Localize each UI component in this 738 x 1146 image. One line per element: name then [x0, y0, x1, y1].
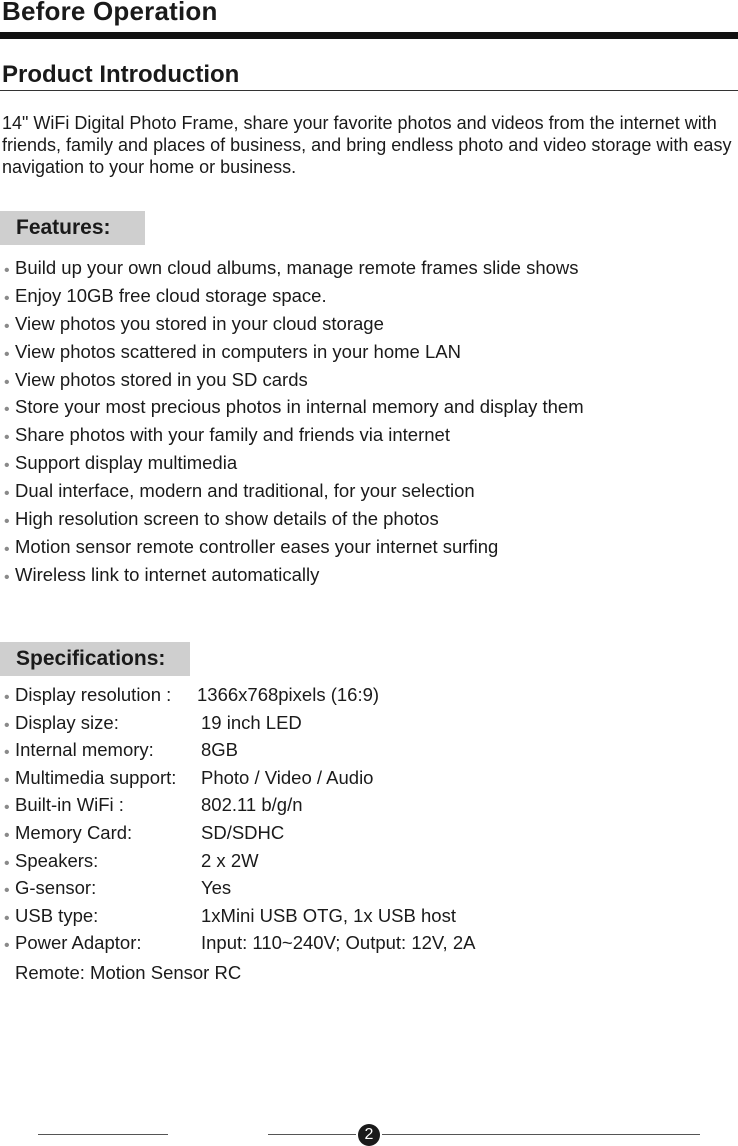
spec-label: Built-in WiFi :: [15, 794, 124, 816]
feature-item: • View photos you stored in your cloud storage: [4, 313, 584, 341]
remote-spec: Remote: Motion Sensor RC: [15, 962, 242, 983]
bullet-icon: •: [4, 689, 10, 706]
spec-item: [4, 877, 475, 905]
feature-item: • Motion sensor remote controller eases your internet surfing: [4, 536, 584, 564]
feature-item: • View photos stored in you SD cards: [4, 369, 584, 397]
bullet-icon: •: [4, 854, 10, 872]
bullet-icon: •: [4, 882, 10, 900]
bullet-icon: •: [4, 373, 10, 391]
spec-value: 1366x768pixels (16:9): [197, 684, 380, 705]
bullet-icon: •: [4, 540, 10, 558]
feature-item: • Store your most precious photos in internal memory and display them: [4, 396, 584, 424]
bullet-icon: •: [4, 401, 10, 419]
bullet-icon: •: [4, 909, 10, 927]
spec-label: Internal memory:: [15, 739, 154, 761]
page-number: 2: [358, 1124, 380, 1146]
title-divider: [0, 32, 738, 39]
features-list: [4, 257, 584, 592]
footer-line-left: [38, 1134, 168, 1135]
feature-item: • Wireless link to internet automatically: [4, 564, 584, 592]
feature-item: • Support display multimedia: [4, 452, 584, 480]
spec-value: 802.11 b/g/n: [201, 794, 303, 816]
section-heading: Product Introduction: [2, 61, 240, 88]
bullet-icon: •: [4, 345, 10, 363]
bullet-icon: •: [4, 568, 10, 586]
bullet-icon: •: [4, 485, 10, 503]
feature-item: • Dual interface, modern and traditional, for your selection: [4, 480, 584, 508]
product-intro: 14" WiFi Digital Photo Frame, share your favorite photos and videos from the internet with friends, family and places of business, and bring endless photo and video storage with easy navigation to your home or business.: [2, 113, 732, 177]
spec-label: Display resolution :: [15, 684, 172, 705]
spec-item: [4, 905, 475, 933]
spec-label: Multimedia support:: [15, 766, 177, 788]
spec-item: [4, 684, 475, 712]
bullet-icon: •: [4, 317, 10, 335]
spec-item: [4, 932, 475, 960]
spec-item: [4, 739, 475, 767]
spec-value: SD/SDHC: [201, 821, 285, 843]
spec-label: Power Adaptor:: [15, 932, 142, 954]
bullet-icon: •: [4, 262, 10, 279]
bullet-icon: •: [4, 799, 10, 817]
bullet-icon: •: [4, 289, 10, 307]
bullet-icon: •: [4, 513, 10, 531]
bullet-icon: •: [4, 429, 10, 447]
spec-value: Yes: [201, 877, 232, 899]
spec-value: Photo / Video / Audio: [201, 766, 374, 788]
feature-item: • Enjoy 10GB free cloud storage space.: [4, 285, 584, 313]
spec-label: G-sensor:: [15, 877, 97, 899]
spec-item: [4, 712, 475, 740]
footer-line-mid: [268, 1134, 356, 1135]
spec-value: 19 inch LED: [201, 711, 302, 733]
specifications-list: [4, 684, 475, 960]
feature-item: • View photos scattered in computers in your home LAN: [4, 341, 584, 369]
spec-value: 8GB: [201, 739, 239, 761]
bullet-icon: •: [4, 937, 10, 955]
spec-item: [4, 822, 475, 850]
features-heading: Features:: [0, 211, 145, 245]
page-title: Before Operation: [2, 0, 218, 26]
section-divider: [0, 90, 738, 91]
spec-value: 1xMini USB OTG, 1x USB host: [201, 904, 456, 926]
feature-item: • Share photos with your family and friends via internet: [4, 424, 584, 452]
spec-label: Speakers:: [15, 849, 99, 871]
feature-item: • High resolution screen to show details of the photos: [4, 508, 584, 536]
spec-value: Input: 110~240V; Output: 12V, 2A: [201, 932, 476, 954]
specifications-heading: Specifications:: [0, 642, 190, 676]
spec-item: [4, 767, 475, 795]
bullet-icon: •: [4, 744, 10, 762]
spec-label: Memory Card:: [15, 821, 133, 843]
bullet-icon: •: [4, 457, 10, 475]
footer-line-right: [382, 1134, 700, 1135]
bullet-icon: •: [4, 771, 10, 789]
spec-label: Display size:: [15, 711, 119, 733]
spec-value: 2 x 2W: [201, 849, 259, 871]
spec-item: [4, 794, 475, 822]
feature-item: • Build up your own cloud albums, manage remote frames slide shows: [4, 257, 584, 285]
spec-item: [4, 850, 475, 878]
spec-label: USB type:: [15, 904, 99, 926]
bullet-icon: •: [4, 716, 10, 734]
bullet-icon: •: [4, 826, 10, 844]
